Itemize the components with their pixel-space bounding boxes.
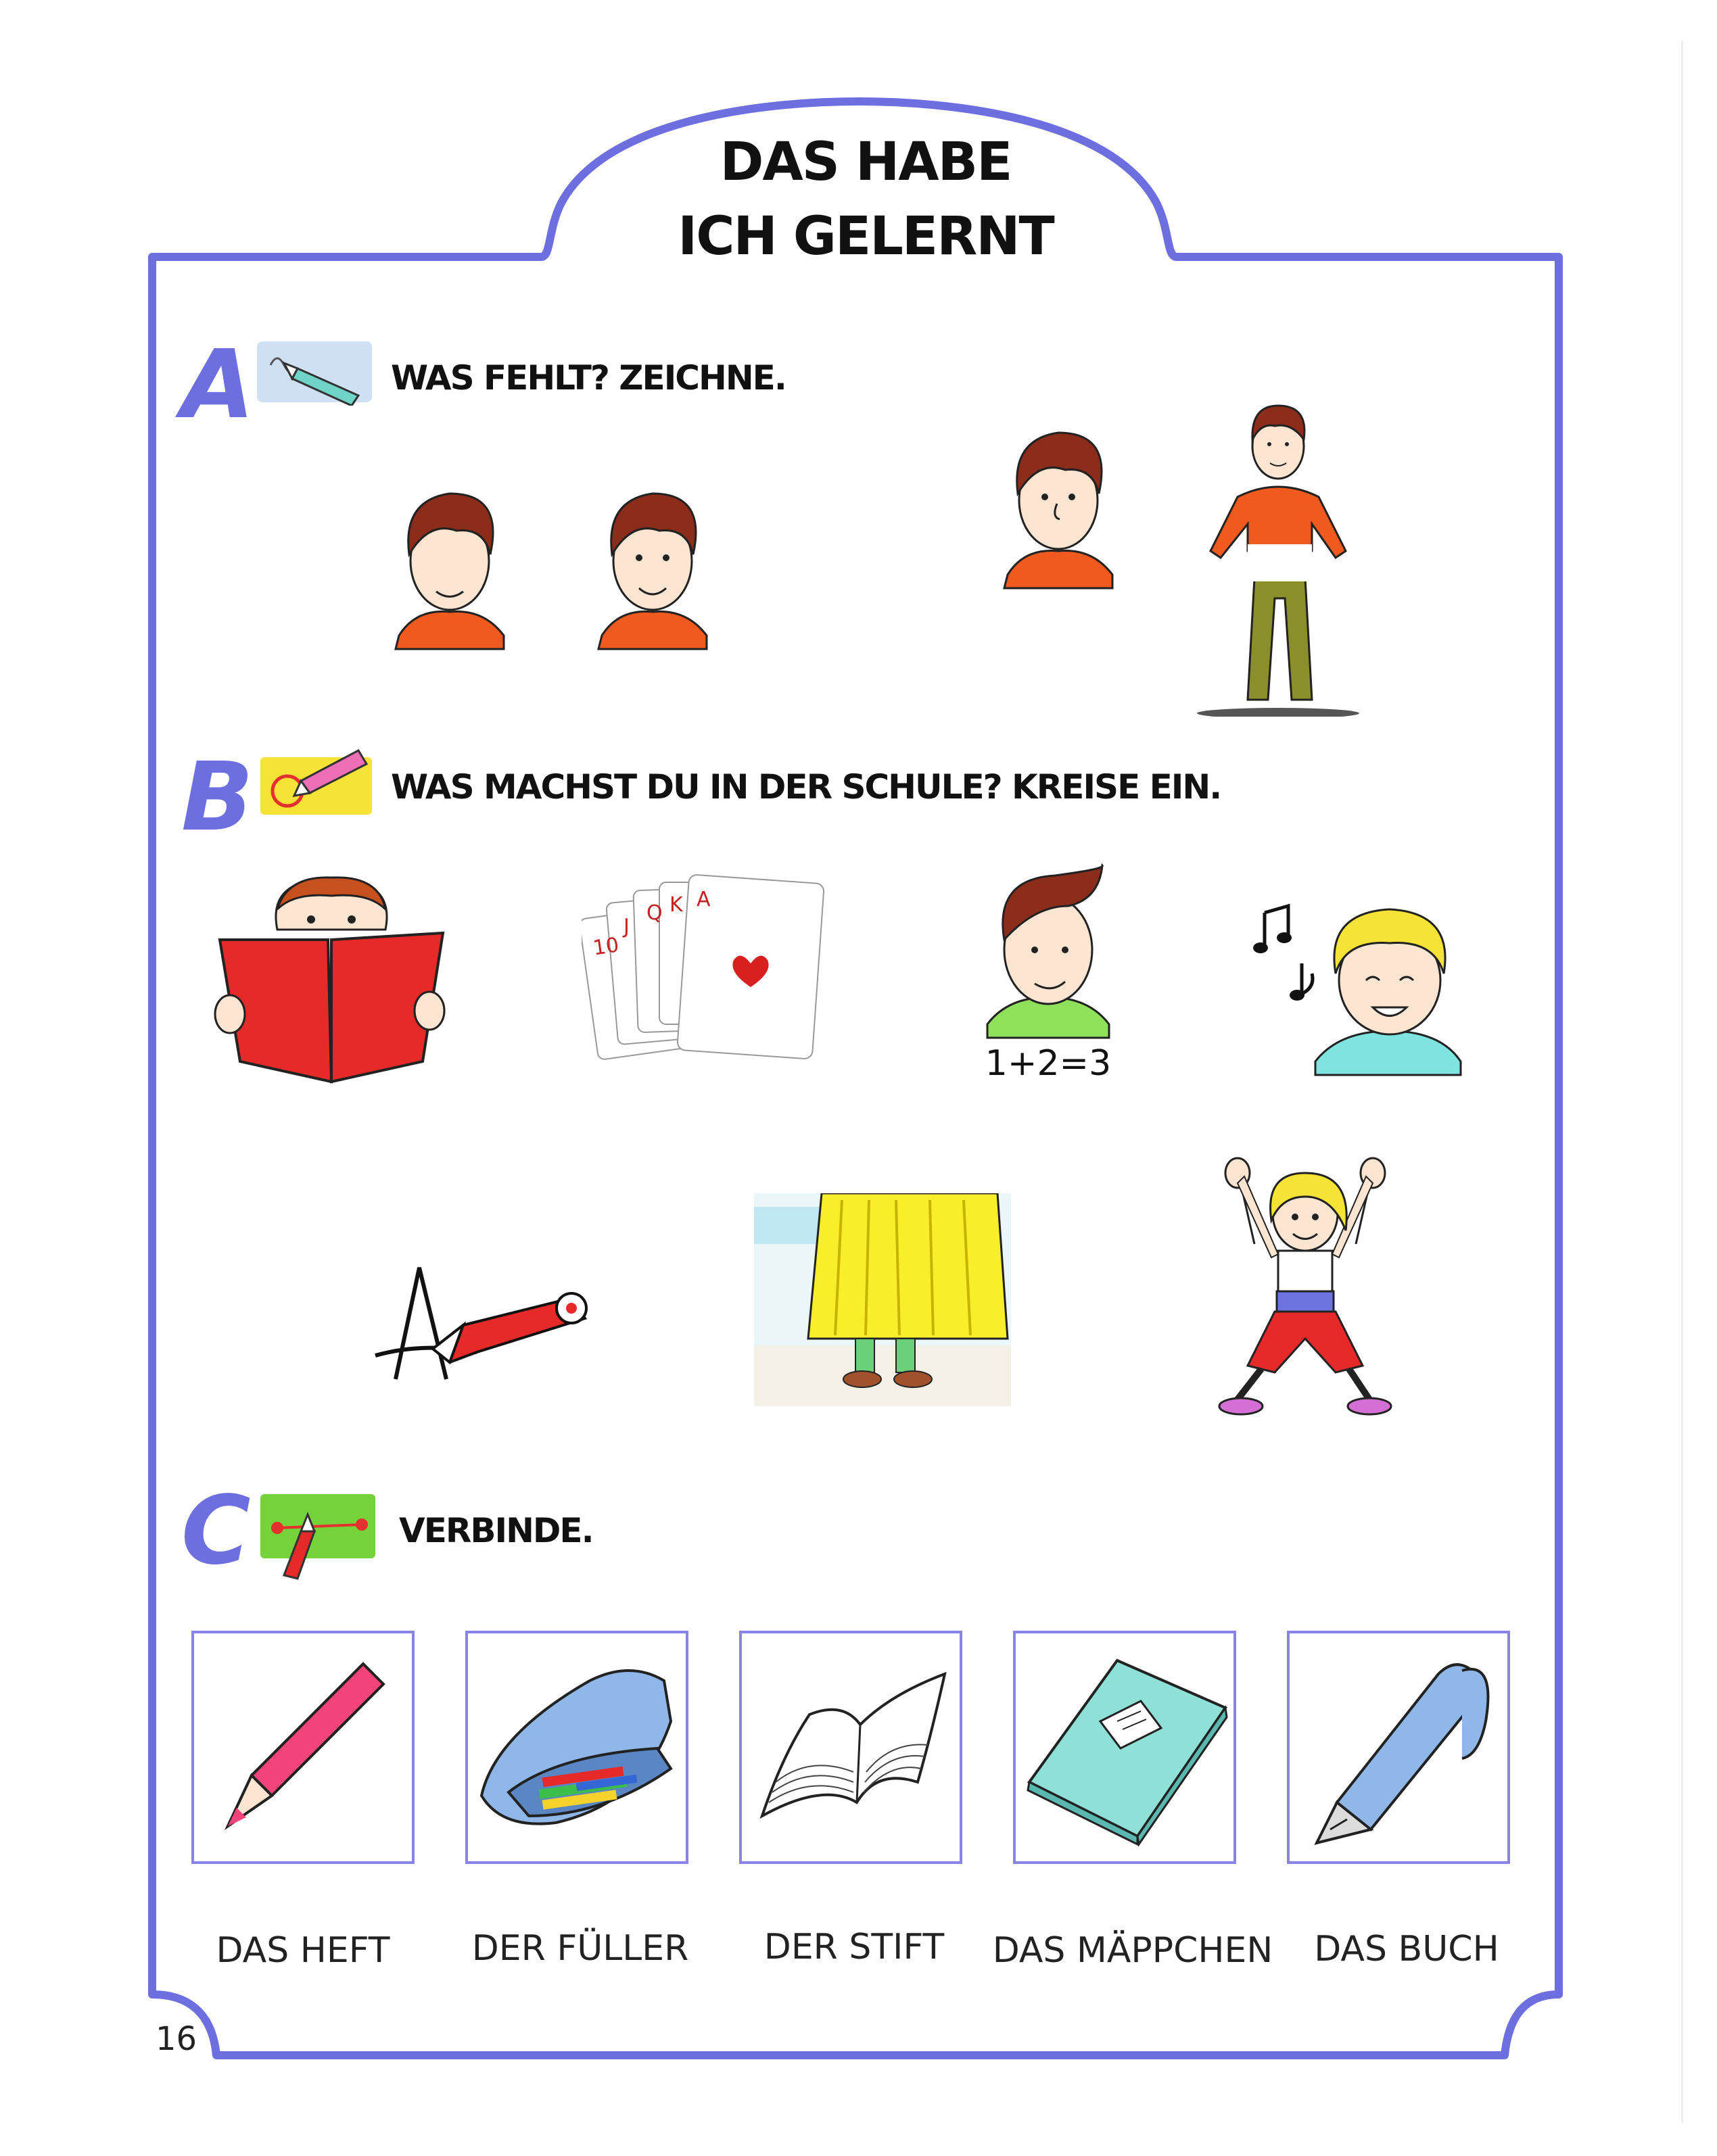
word-label[interactable]: DAS MÄPPCHEN [992,1930,1273,1971]
section-a-letter: A [181,330,255,440]
boy-face-missing-eyes-picture [389,473,511,656]
section-a-instruction: WAS FEHLT? ZEICHNE. [391,358,786,398]
word-label[interactable]: DAS HEFT [216,1930,390,1971]
box-notebook[interactable] [1013,1631,1236,1864]
card-label: 10 [591,933,621,961]
pencil-case-picture [468,1633,686,1861]
boy-body-missing-belt-picture [1190,396,1366,717]
card-label: K [669,893,683,917]
page-title-line-2: ICH GELERNT [678,206,1054,267]
page-title-line-1: DAS HABE [720,132,1012,193]
page-edge-line [1681,41,1683,2123]
box-pencil-case[interactable] [465,1631,688,1864]
card-label: Q [646,901,663,925]
box-open-book[interactable] [739,1631,962,1864]
open-book-picture [742,1633,960,1861]
section-c-letter: C [181,1476,251,1586]
hiding-behind-curtain-picture [754,1193,1011,1406]
boy-face-missing-nose-picture [592,473,713,656]
word-label[interactable]: DER STIFT [763,1927,945,1967]
pencil-circle-icon [257,747,375,818]
crayon-drawing-icon [257,341,372,406]
playing-cards-picture [582,872,839,1075]
page-number: 16 [156,2020,197,2058]
boy-face-missing-mouth-picture [997,412,1119,595]
section-b-letter: B [181,742,254,853]
pencil-connect-icon [260,1494,379,1582]
math-equation: 1+2=3 [985,1043,1112,1084]
notebook-picture [1016,1633,1233,1861]
boy-math-picture [967,859,1129,1085]
girl-jumping-picture [1217,1156,1393,1427]
box-pencil[interactable] [191,1631,415,1864]
section-c-instruction: VERBINDE. [399,1511,593,1550]
card-label: A [697,888,711,911]
word-label[interactable]: DER FÜLLER [471,1928,689,1969]
reading-book-picture [213,872,450,1095]
box-fountain-pen[interactable] [1287,1631,1510,1864]
word-label[interactable]: DAS BUCH [1314,1929,1499,1969]
writing-pencil-picture [369,1244,598,1386]
card-label: J [624,915,630,938]
boy-singing-picture [1251,872,1474,1082]
section-b-instruction: WAS MACHST DU IN DER SCHULE? KREISE EIN. [391,767,1221,807]
fountain-pen-picture [1290,1633,1507,1861]
pencil-picture [194,1633,412,1861]
